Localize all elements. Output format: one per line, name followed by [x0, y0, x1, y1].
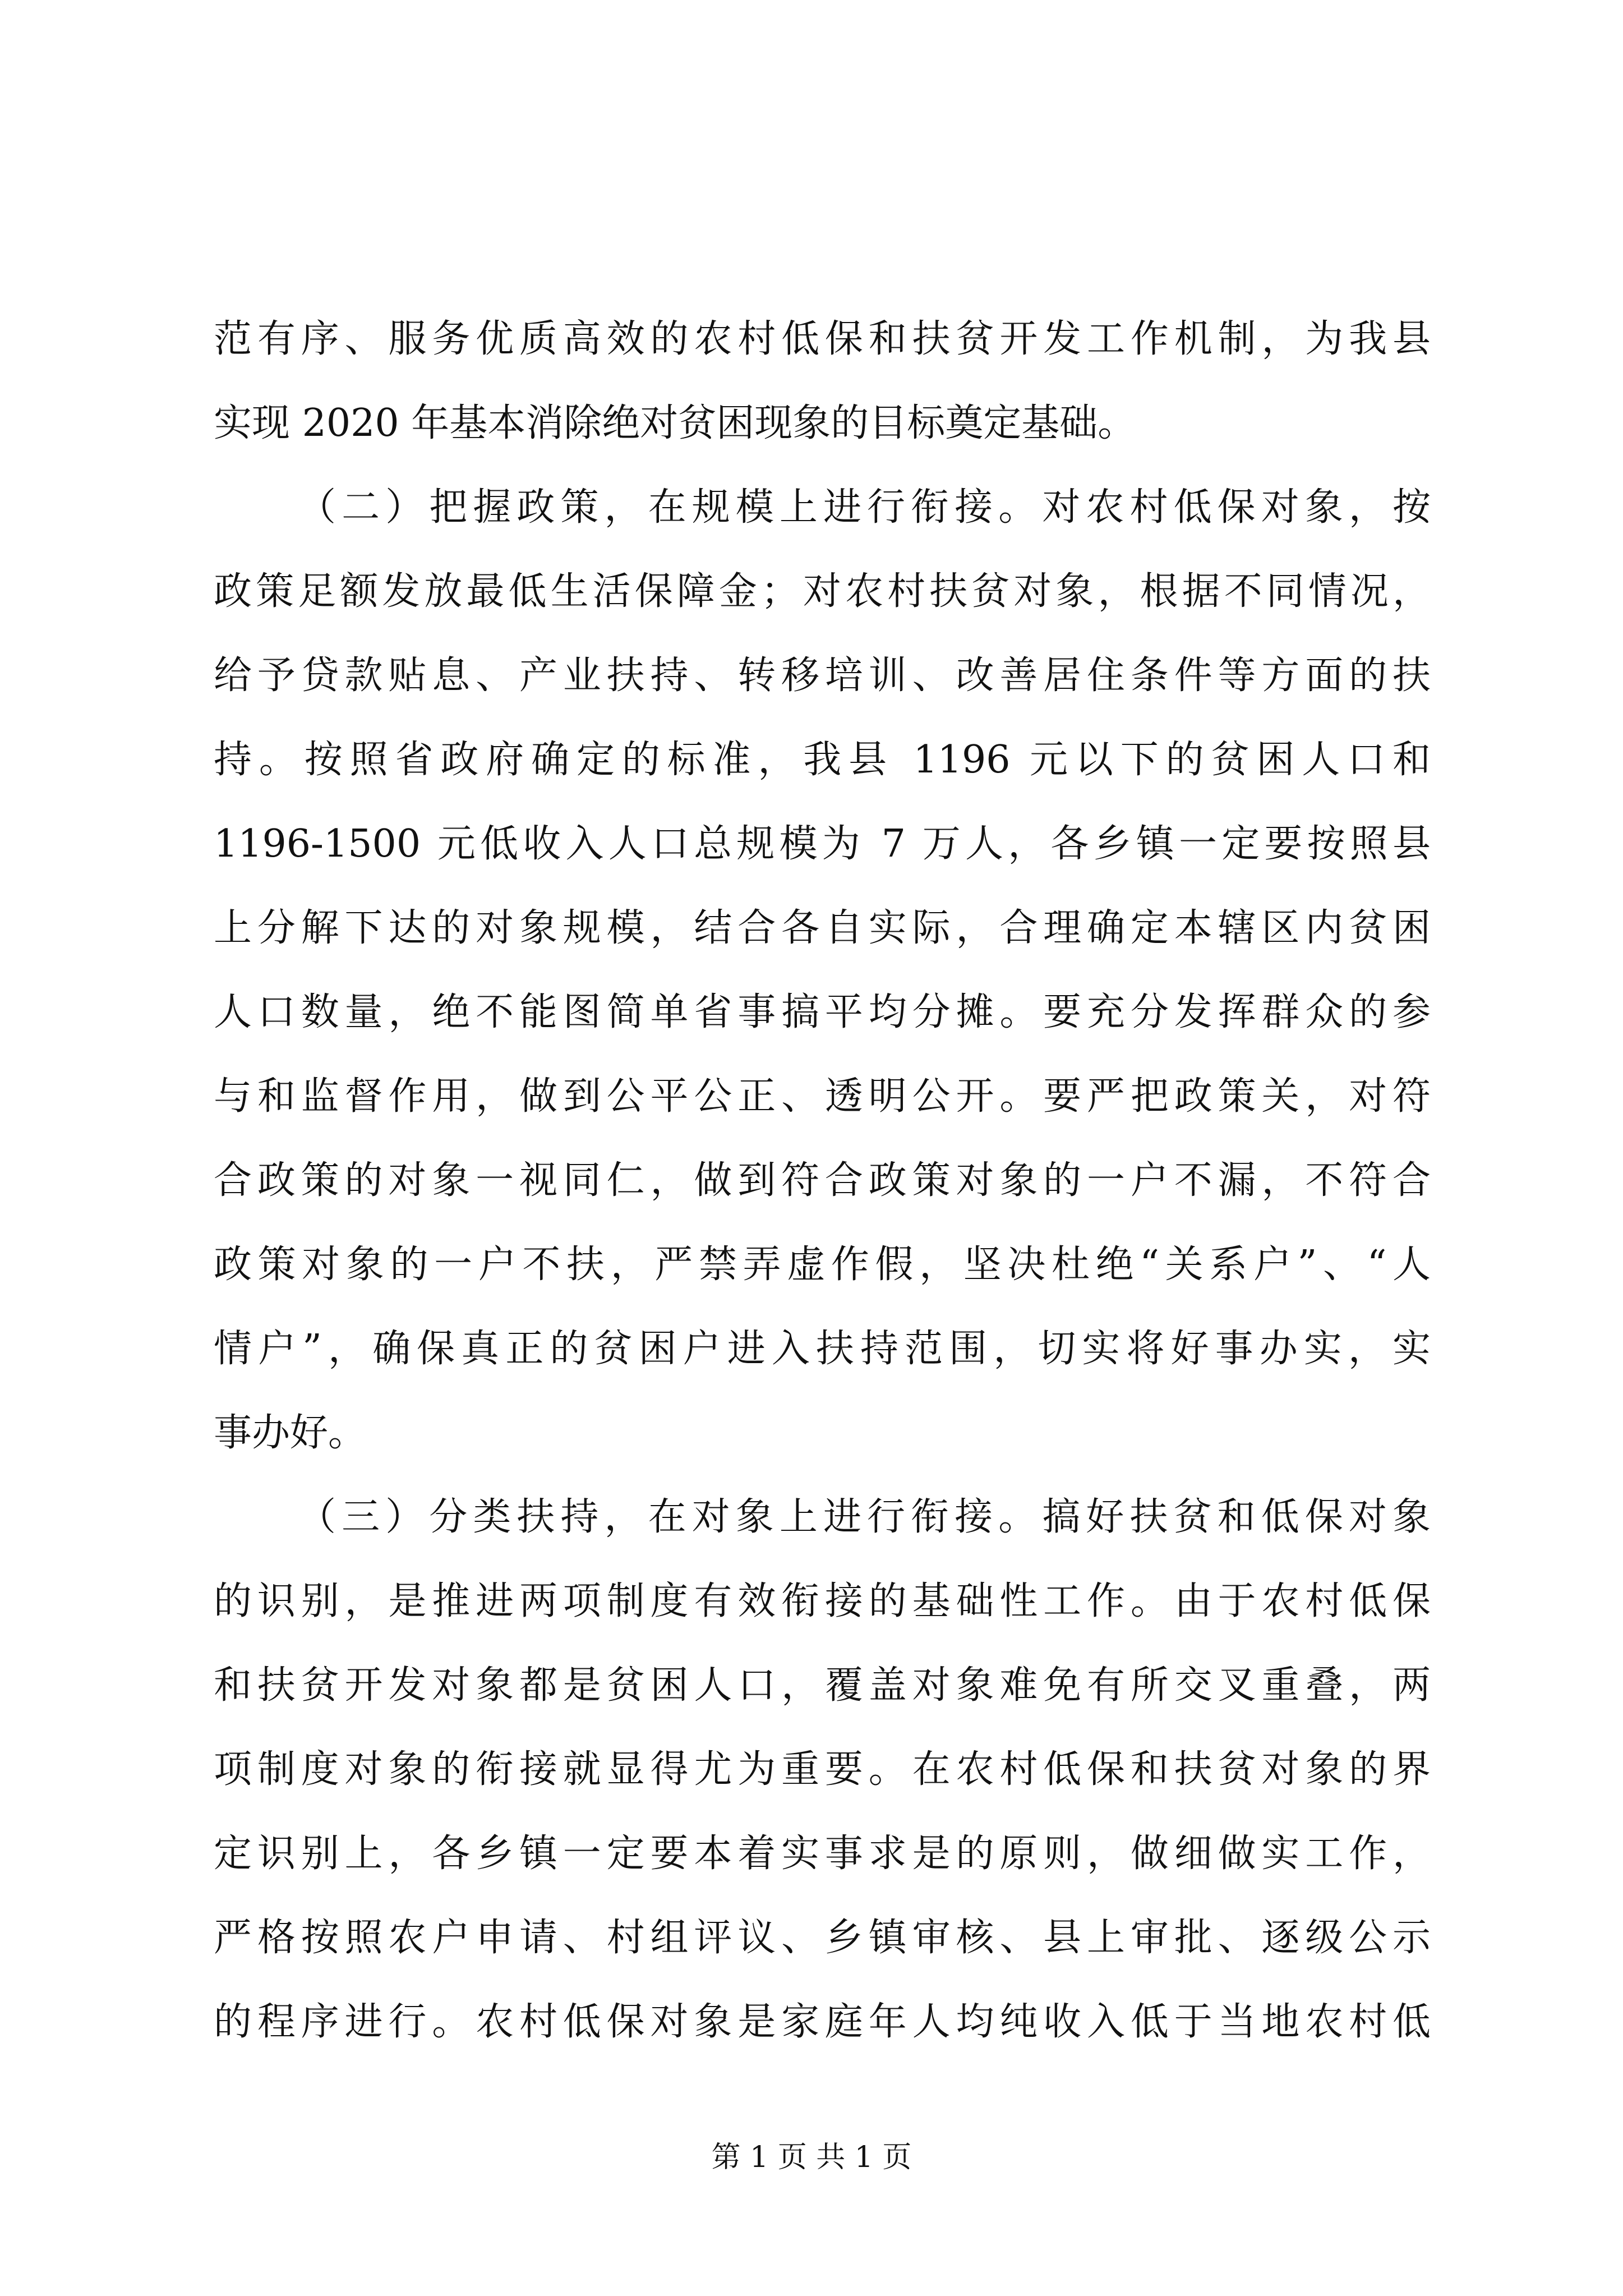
paragraph — [214, 1475, 1431, 2064]
text-line: 情户”，确保真正的贫困户进入扶持范围，切实将好事办实，实 — [214, 1327, 1431, 1371]
text-line: 范有序、服务优质高效的农村低保和扶贫开发工作机制，为我县 — [214, 317, 1431, 361]
text-line: 给予贷款贴息、产业扶持、转移培训、改善居住条件等方面的扶 — [214, 654, 1431, 698]
text-line: 和扶贫开发对象都是贫困人口，覆盖对象难免有所交叉重叠，两 — [214, 1663, 1431, 1708]
text-line: （二）把握政策，在规模上进行衔接。对农村低保对象，按 — [298, 485, 1431, 530]
text-line: 政策足额发放最低生活保障金；对农村扶贫对象，根据不同情况， — [214, 569, 1431, 614]
text-line: 持。按照省政府确定的标准，我县 1196 元以下的贫困人口和 — [214, 738, 1431, 782]
text-line: 的识别，是推进两项制度有效衔接的基础性工作。由于农村低保 — [214, 1579, 1431, 1623]
text-line: 1196-1500 元低收入人口总规模为 7 万人，各乡镇一定要按照县 — [214, 822, 1431, 866]
page-footer: 第 1 页 共 1 页 — [711, 2141, 912, 2174]
text-line: 严格按照农户申请、村组评议、乡镇审核、县上审批、逐级公示 — [214, 1916, 1431, 1960]
text-line: 事办好。 — [214, 1411, 367, 1455]
text-line: 定识别上，各乡镇一定要本着实事求是的原则，做细做实工作， — [214, 1832, 1431, 1876]
text-line: 合政策的对象一视同仁，做到符合政策对象的一户不漏，不符合 — [214, 1158, 1431, 1203]
text-line: 上分解下达的对象规模，结合各自实际，合理确定本辖区内贫困 — [214, 906, 1431, 950]
text-line: 的程序进行。农村低保对象是家庭年人均纯收入低于当地农村低 — [214, 2000, 1431, 2044]
text-line: 项制度对象的衔接就显得尤为重要。在农村低保和扶贫对象的界 — [214, 1747, 1431, 1792]
paragraph — [214, 466, 1431, 1475]
text-line: 政策对象的一户不扶，严禁弄虚作假，坚决杜绝“关系户”、“人 — [214, 1243, 1431, 1287]
text-line: （三）分类扶持，在对象上进行衔接。搞好扶贫和低保对象 — [298, 1495, 1431, 1539]
paragraph — [214, 297, 1431, 466]
text-line: 与和监督作用，做到公平公正、透明公开。要严把政策关，对符 — [214, 1074, 1431, 1119]
text-body — [214, 297, 1431, 2064]
text-line: 人口数量，绝不能图简单省事搞平均分摊。要充分发挥群众的参 — [214, 990, 1431, 1034]
text-line: 实现 2020 年基本消除绝对贫困现象的目标奠定基础。 — [214, 401, 1136, 445]
